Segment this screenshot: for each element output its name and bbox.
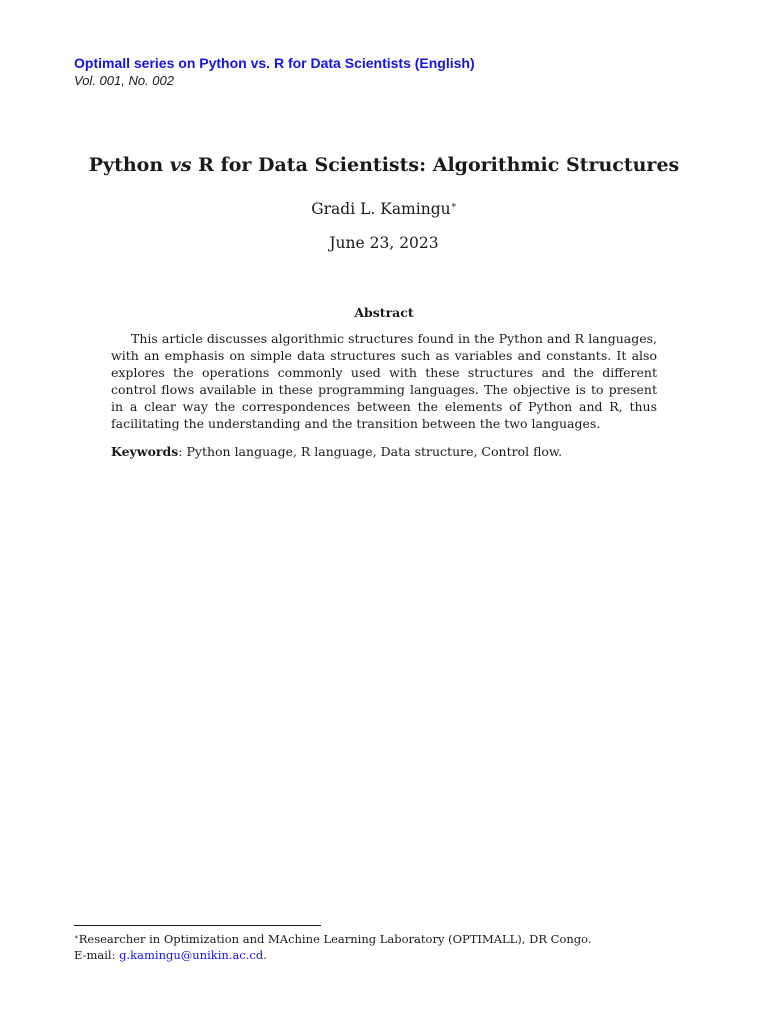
keywords-separator: :	[178, 444, 187, 459]
author	[0, 200, 768, 218]
keywords	[111, 443, 657, 460]
footnote	[74, 929, 694, 963]
footnote-affiliation: Researcher in Optimization and MAchine Learning Laboratory (OPTIMALL), DR Congo.	[78, 932, 592, 946]
title-vs: vs	[169, 154, 192, 176]
paper-title	[0, 154, 768, 176]
author-name: Gradi L. Kamingu	[311, 200, 451, 218]
footnote-mark: ∗	[74, 933, 79, 941]
email-suffix: .	[263, 948, 267, 962]
publication-date: June 23, 2023	[329, 234, 439, 252]
footnote-rule	[74, 925, 321, 926]
author-footnote-mark: ∗	[450, 201, 457, 211]
title-part-2: R for Data Scientists: Algorithmic Structures	[191, 154, 680, 176]
email-link[interactable]: g.kamingu@unikin.ac.cd	[119, 948, 264, 962]
abstract-heading: Abstract	[354, 305, 414, 320]
keywords-list: Python language, R language, Data structure, Control flow.	[186, 444, 563, 459]
footnote-email-line	[74, 947, 694, 963]
title-part-1: Python	[88, 154, 170, 176]
abstract-body: This article discusses algorithmic structures found in the Python and R languages, with an emphasis on simple data structures such as variables and constants. It also explores the operations commonly used with these structures and the different control flows available in these programming languages. The objective is to present in a clear way the correspondences between the elements of Python and R, thus facilitating the understanding and the transition between the two languages.	[111, 331, 657, 431]
keywords-label: Keywords	[111, 444, 179, 459]
volume-issue: Vol. 001, No. 002	[74, 73, 174, 88]
email-label: E-mail:	[74, 948, 120, 962]
series-header: Optimall series on Python vs. R for Data Scientists (English)	[74, 55, 475, 71]
footnote-affiliation-line	[74, 929, 694, 947]
